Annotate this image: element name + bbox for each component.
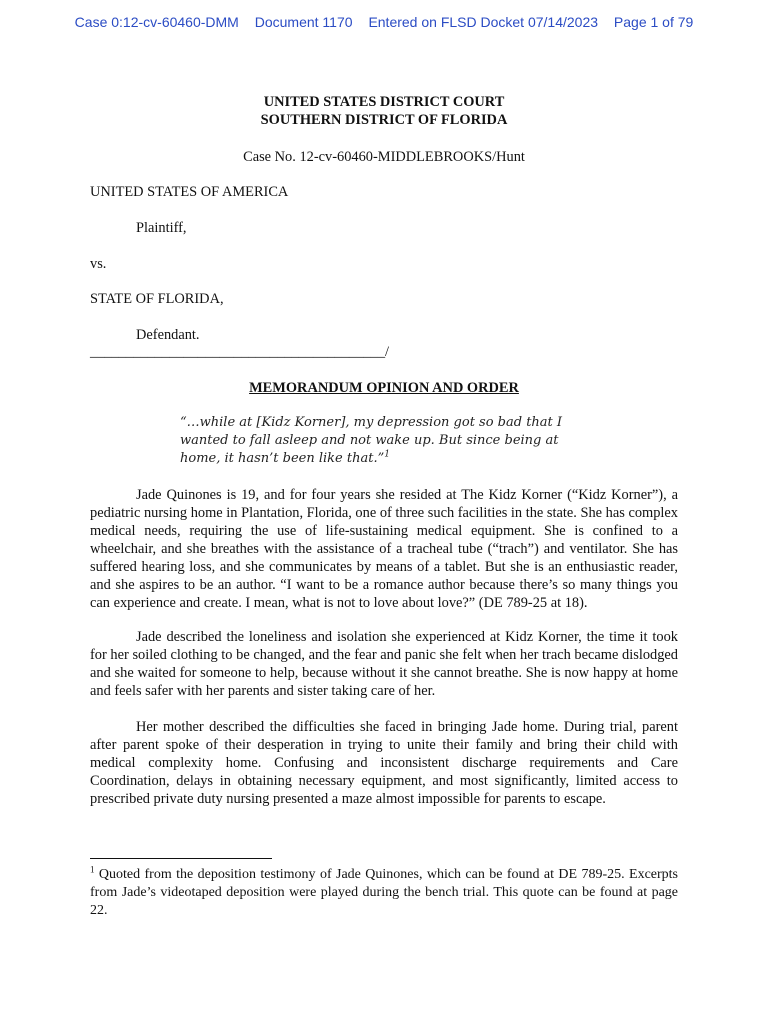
defendant-name: STATE OF FLORIDA,: [90, 291, 224, 307]
caption-rule: _________________________________________/: [90, 344, 390, 360]
document-title: MEMORANDUM OPINION AND ORDER: [249, 380, 519, 396]
header-page: Page 1 of 79: [613, 14, 694, 30]
footnote-text: Quoted from the deposition testimony of Jade Quinones, which can be found at DE 789-25. Excerpts from Jade’s videotaped deposition were played during the bench trial. This quote can be found at page 22.: [90, 867, 679, 918]
footnote-1: [90, 866, 678, 920]
paragraph-3: Her mother described the difficulties she faced in bringing Jade home. During trial, parent after parent spoke of their desperation in trying to unite their family and bring their child with medical complexity home. Confusing and inconsistent discharge requirements and Care Coordination, delays in obtaining necessary equipment, and most significantly, limited access to prescribed private duty nursing presented a maze almost impossible for parents to escape.: [90, 719, 678, 807]
footnote-reference: 1: [384, 449, 390, 460]
header-document: Document 1170: [254, 14, 353, 30]
case-number: Case No. 12-cv-60460-MIDDLEBROOKS/Hunt: [243, 149, 525, 165]
paragraph-2: Jade described the loneliness and isolation she experienced at Kidz Korner, the time it took for her soiled clothing to be changed, and the fear and panic she felt when her trach became dislodged and she waited for someone to help, because without it she cannot breathe. She is now happy at home and feels safer with her parents and sister taking care of her.: [90, 629, 678, 699]
court-line-2: SOUTHERN DISTRICT OF FLORIDA: [260, 112, 508, 128]
paragraph-1: Jade Quinones is 19, and for four years she resided at The Kidz Korner (“Kidz Korner”), a pediatric nursing home in Plantation, Florida, one of three such facilities in the state. She has complex medical needs, requiring the use of life-sustaining medical equipment. She is confined to a wheelchair, and she breathes with the assistance of a tracheal tube (“trach”) and ventilator. She has suffered hearing loss, and she communicates by means of a tablet. But she is an enthusiastic reader, and she aspires to be an author. “I want to be a romance author because there’s so many things you can experience and create. I mean, what is not to love about love?” (DE 789-25 at 18).: [90, 487, 678, 611]
court-name: [90, 93, 678, 129]
epigraph-text: “…while at [Kidz Korner], my depression got so bad that I wanted to fall asleep and not wake up. But since being at home, it hasn’t been like that.”: [180, 415, 563, 466]
footnote-mark: 1: [90, 864, 95, 875]
header-entered: Entered on FLSD Docket 07/14/2023: [368, 14, 599, 30]
versus: vs.: [90, 256, 107, 272]
plaintiff-role: Plaintiff,: [136, 220, 187, 236]
plaintiff-name: UNITED STATES OF AMERICA: [90, 184, 289, 200]
defendant-role: Defendant.: [136, 327, 200, 343]
docket-header: [0, 14, 768, 30]
header-case: Case 0:12-cv-60460-DMM: [74, 14, 239, 30]
court-line-1: UNITED STATES DISTRICT COURT: [263, 94, 505, 110]
footnote-separator: [90, 858, 272, 859]
epigraph-quote: [180, 414, 584, 468]
